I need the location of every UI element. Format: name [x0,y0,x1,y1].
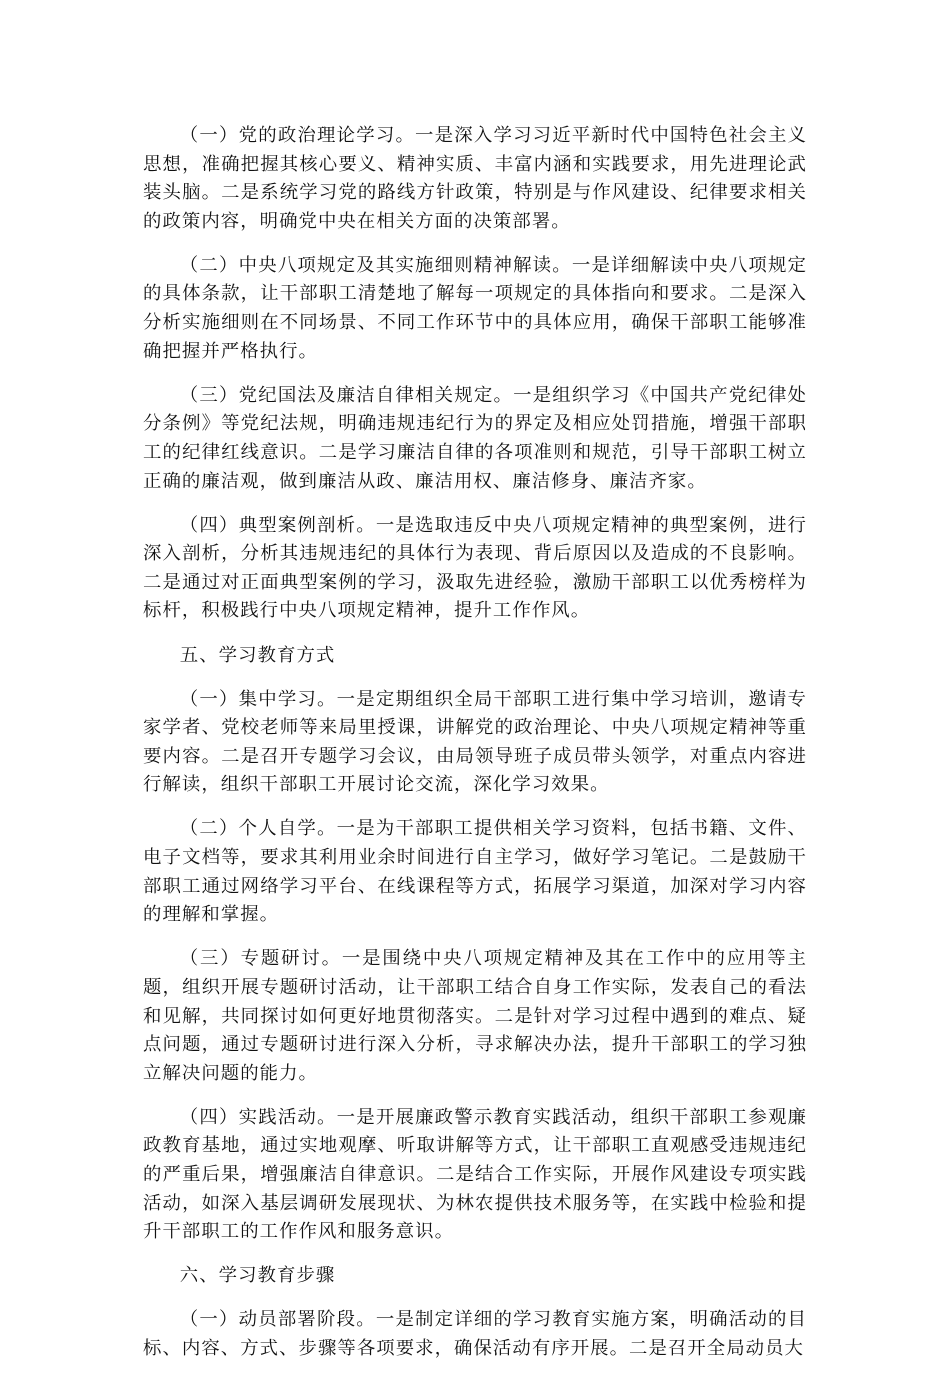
document-page [143,122,807,1379]
paragraph-case-analysis: （四）典型案例剖析。一是选取违反中央八项规定精神的典型案例，进行深入剖析，分析其违规违纪的具体行为表现、背后原因以及造成的不良影响。二是通过对正面典型案例的学习，汲取先进经验，激励干部职工以优秀榜样为标杆，积极践行中央八项规定精神，提升工作作风。 [143,514,807,622]
paragraph-mobilization-stage: （一）动员部署阶段。一是制定详细的学习教育实施方案，明确活动的目标、内容、方式、步骤等各项要求，确保活动有序开展。二是召开全局动员大 [143,1309,807,1359]
paragraph-practice-activities: （四）实践活动。一是开展廉政警示教育实践活动，组织干部职工参观廉政教育基地，通过实地观摩、听取讲解等方式，让干部职工直观感受违规违纪的严重后果，增强廉洁自律意识。二是结合工作实际，开展作风建设专项实践活动，如深入基层调研发展现状、为林农提供技术服务等，在实践中检验和提升干部职工的工作作风和服务意识。 [143,1106,807,1243]
paragraph-party-political-theory: （一）党的政治理论学习。一是深入学习习近平新时代中国特色社会主义思想，准确把握其核心要义、精神实质、丰富内涵和实践要求，用先进理论武装头脑。二是系统学习党的路线方针政策，特别是与作风建设、纪律要求相关的政策内容，明确党中央在相关方面的决策部署。 [143,125,807,232]
paragraph-self-study: （二）个人自学。一是为干部职工提供相关学习资料，包括书籍、文件、电子文档等，要求其利用业余时间进行自主学习，做好学习笔记。二是鼓励干部职工通过网络学习平台、在线课程等方式，拓展学习渠道，加深对学习内容的理解和掌握。 [143,818,807,926]
paragraph-centralized-study: （一）集中学习。一是定期组织全局干部职工进行集中学习培训，邀请专家学者、党校老师等来局里授课，讲解党的政治理论、中央八项规定精神等重要内容。二是召开专题学习会议，由局领导班子成员带头领学，对重点内容进行解读，组织干部职工开展讨论交流，深化学习效果。 [143,688,807,796]
paragraph-special-seminar: （三）专题研讨。一是围绕中央八项规定精神及其在工作中的应用等主题，组织开展专题研讨活动，让干部职工结合自身工作实际，发表自己的看法和见解，共同探讨如何更好地贯彻落实。二是针对学习过程中遇到的难点、疑点问题，通过专题研讨进行深入分析，寻求解决办法，提升干部职工的学习独立解决问题的能力。 [143,948,807,1084]
section-heading-study-steps: 六、学习教育步骤 [179,1265,336,1287]
paragraph-eight-regulations: （二）中央八项规定及其实施细则精神解读。一是详细解读中央八项规定的具体条款，让干部职工清楚地了解每一项规定的具体指向和要求。二是深入分析实施细则在不同场景、不同工作环节中的具体应用，确保干部职工能够准确把握并严格执行。 [143,254,807,362]
section-heading-study-methods: 五、学习教育方式 [179,644,336,666]
paragraph-discipline-rules: （三）党纪国法及廉洁自律相关规定。一是组织学习《中国共产党纪律处分条例》等党纪法规，明确违规违纪行为的界定及相应处罚措施，增强干部职工的纪律红线意识。二是学习廉洁自律的各项准则和规范，引导干部职工树立正确的廉洁观，做到廉洁从政、廉洁用权、廉洁修身、廉洁齐家。 [143,384,807,492]
